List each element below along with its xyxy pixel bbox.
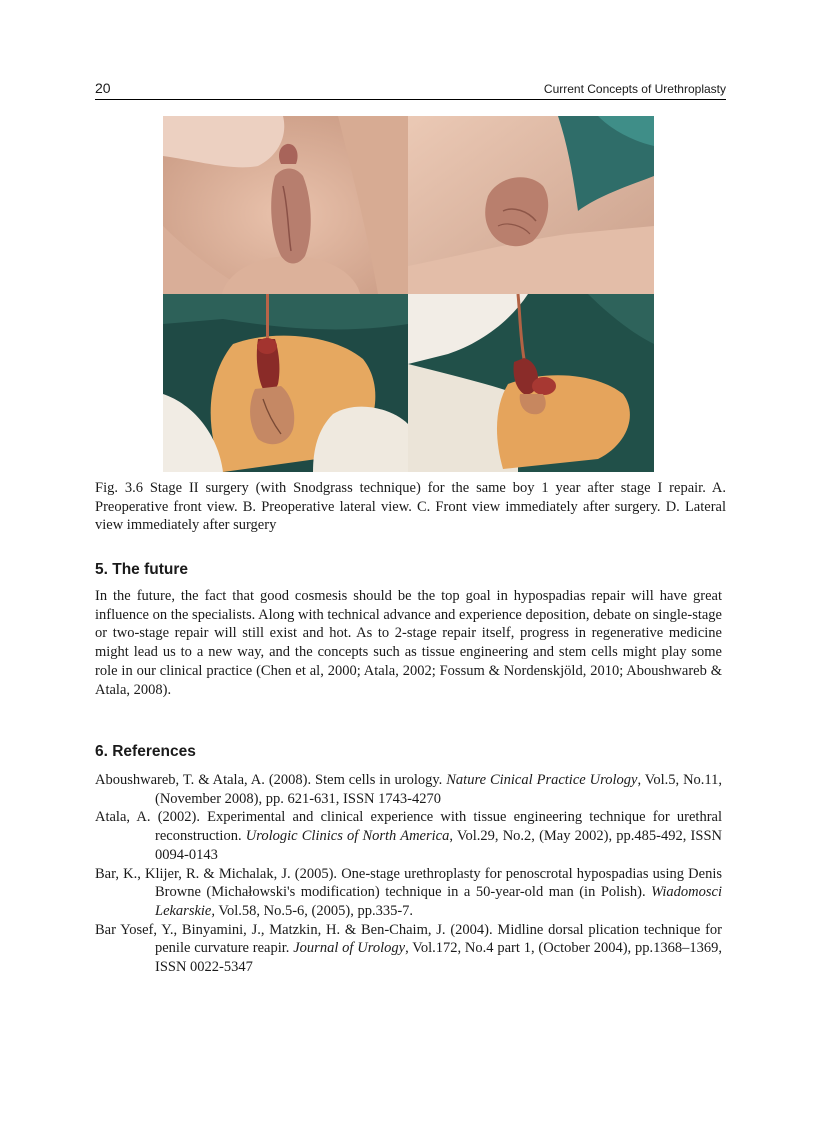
reference-journal: Wiadomosci Lekarskie, xyxy=(155,884,722,919)
section-heading-references: 6. References xyxy=(95,743,196,760)
reference-journal: Journal of Urology xyxy=(293,940,406,957)
page-number: 20 xyxy=(95,80,111,96)
reference-text: Bar Yosef, Y., Binyamini, J., Matzkin, H. & Ben-Chaim, J. (2004). Midline dorsal plication technique for penile curvature reapir. xyxy=(95,921,722,957)
reference-item xyxy=(95,808,722,864)
reference-journal: Urologic Clinics of North America xyxy=(245,828,450,845)
reference-text: Vol.58, No.5-6, (2005), pp.335-7. xyxy=(215,902,414,919)
panel-c-letter xyxy=(167,296,174,307)
panel-b-photo xyxy=(408,116,654,294)
figure-3-6 xyxy=(163,116,654,472)
reference-text: , Vol.172, No.4 part 1, (October 2004), pp.1368–1369, ISSN 0022-5347 xyxy=(155,940,722,976)
panel-a-letter xyxy=(167,118,174,129)
reference-item xyxy=(95,865,722,921)
reference-item xyxy=(95,771,722,808)
reference-item xyxy=(95,921,722,977)
reference-text: , Vol.5, No.11, (November 2008), pp. 621-631, ISSN 1743-4270 xyxy=(155,772,722,807)
figure-caption: Fig. 3.6 Stage II surgery (with Snodgrass technique) for the same boy 1 year after stage I repair. A. Preoperative front view. B. Preoperative lateral view. C. Front view immediately after surgery. D. Lateral view immediately after surgery xyxy=(95,480,726,534)
panel-d-letter xyxy=(412,296,419,307)
reference-list xyxy=(95,771,722,977)
reference-journal: Nature Cinical Practice Urology xyxy=(446,772,638,788)
future-paragraph: In the future, the fact that good cosmesis should be the top goal in hypospadias repair will have great influence on the specialists. Along with technical advance and experience deposition, debate on single-stage or two-stage repair will still exist and hot. As to 2-stage repair itself, progress in regenerative medicine might lead us to a new way, and the concepts such as tissue engineering and stem cells might play some role in our clinical practice (Chen et al, 2000; Atala, 2002; Fossum & Nordenskjöld, 2010; Aboushwareb & Atala, 2008). xyxy=(95,588,722,698)
figure-panel-c xyxy=(163,294,408,472)
reference-text: Atala, A. (2002). Experimental and clinical experience with tissue engineering technique for urethral reconstruction. xyxy=(95,809,722,845)
panel-b-letter xyxy=(412,118,419,129)
reference-text: , Vol.29, No.2, (May 2002), pp.485-492, ISSN 0094-0143 xyxy=(155,828,722,863)
figure-panel-d xyxy=(408,294,654,472)
running-title: Current Concepts of Urethroplasty xyxy=(543,82,726,96)
panel-c-photo xyxy=(163,294,408,472)
panel-a-photo xyxy=(163,116,408,294)
figure-panel-a xyxy=(163,116,408,294)
page-header xyxy=(95,79,726,100)
section-heading-future: 5. The future xyxy=(95,561,189,578)
panel-d-photo xyxy=(408,294,654,472)
figure-panel-b xyxy=(408,116,654,294)
reference-text: Bar, K., Klijer, R. & Michalak, J. (2005). One-stage urethroplasty for penoscrotal hypospadias using Denis Browne (Michałowski's modification) technique in a 50-year-old man (in Polish). xyxy=(95,865,722,901)
reference-text: Aboushwareb, T. & Atala, A. (2008). Stem cells in urology. xyxy=(95,772,447,788)
